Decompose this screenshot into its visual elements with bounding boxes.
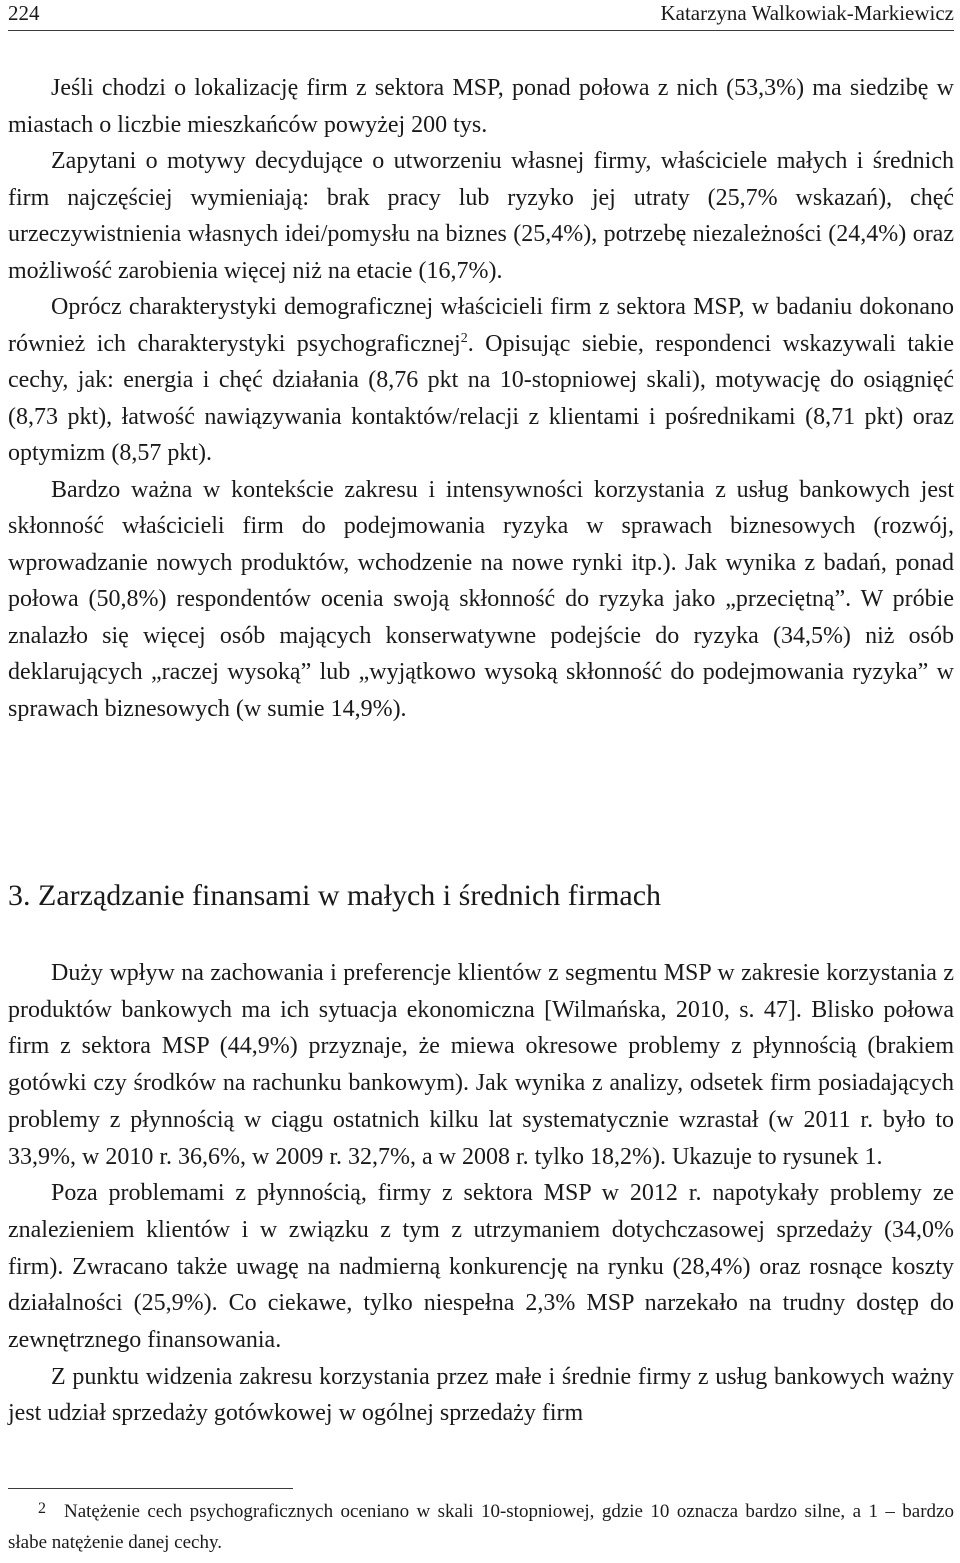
paragraph-motives: Zapytani o motywy decydujące o utworzeniu własnej firmy, właściciele małych i średnich firm najczęściej wymieniają: brak pracy lub ryzyko jej utraty (25,7% wskazań), chęć urzeczywistnienia własnych idei/pomysłu na biznes (25,4%), potrzebę niezależności (24,4%) oraz możliwość zarobienia więcej niż na etacie (16,7%). <box>8 148 954 284</box>
main-text <box>8 70 954 727</box>
paragraph-location: Jeśli chodzi o lokalizację firm z sektora MSP, ponad połowa z nich (53,3%) ma siedzibę w miastach o liczbie mieszkańców powyżej 200 tys. <box>8 75 954 138</box>
paragraph-liquidity: Duży wpływ na zachowania i preferencje klientów z segmentu MSP w zakresie korzystania z produktów bankowych ma ich sytuacja ekonomiczna [Wilmańska, 2010, s. 47]. Blisko połowa firm z sektora MSP (44,9%) przyznaje, że miewa okresowe problemy z płynnością (brakiem gotówki czy środków na rachunku bankowym). Jak wynika z analizy, odsetek firm posiadających problemy z płynnością w ciągu ostatnich kilku lat systematycznie wzrastał (w 2011 r. było to 33,9%, w 2010 r. 36,6%, w 2009 r. 32,7%, a w 2008 r. tylko 18,2%). Ukazuje to rysunek 1. <box>8 960 954 1170</box>
paragraph-problems: Poza problemami z płynnością, firmy z sektora MSP w 2012 r. napotykały problemy ze znalezieniem klientów i w związku z tym z utrzymaniem dotychczasowej sprzedaży (34,0% firm). Zwracano także uwagę na nadmierną konkurencję na rynku (28,4%) oraz rosnące koszty działalności (25,9%). Co ciekawe, tylko niespełna 2,3% MSP narzekało na trudny dostęp do zewnętrznego finansowania. <box>8 1180 954 1354</box>
running-head <box>8 2 954 31</box>
running-head-author: Katarzyna Walkowiak-Markiewicz <box>660 1 954 25</box>
book-page <box>8 0 954 1563</box>
section-heading: 3. Zarządzanie finansami w małych i średnich firmach <box>8 879 662 912</box>
footnote <box>8 1497 954 1558</box>
paragraph-psychographic <box>8 289 954 472</box>
footnote-text: Natężenie cech psychograficznych oceniano w skali 10-stopniowej, gdzie 10 oznacza bardzo silne, a 1 – bardzo słabe natężenie danej cechy. <box>8 1501 954 1553</box>
footnote-reference[interactable]: 2 <box>460 330 468 346</box>
paragraph-text: Oprócz charakterystyki demograficznej właścicieli firm z sektora MSP, w badaniu dokonano również ich charakterystyki psychograficznej <box>8 294 954 357</box>
page-number: 224 <box>8 1 40 25</box>
paragraph-risk: Bardzo ważna w kontekście zakresu i intensywności korzystania z usług bankowych jest skłonność właścicieli firm do podejmowania ryzyka w sprawach biznesowych (rozwój, wprowadzanie nowych produktów, wchodzenie na nowe rynki itp.). Jak wynika z badań, ponad połowa (50,8%) respondentów ocenia swoją skłonność do ryzyka jako „przeciętną”. W próbie znalazło się więcej osób mających konserwatywne podejście do ryzyka (34,5%) niż osób deklarujących „raczej wysoką” lub „wyjątkowo wysoką skłonność do podejmowania ryzyka” w sprawach biznesowych (w sumie 14,9%). <box>8 476 954 722</box>
footnote-separator <box>8 1488 293 1489</box>
paragraph-text: . Opisując siebie, respondenci wskazywali takie cechy, jak: energia i chęć działania (8,76 pkt na 10-stopniowej skali), motywację do osiągnięć (8,73 pkt), łatwość nawiązywania kontaktów/relacji z klientami i pośrednikami (8,71 pkt) oraz optymizm (8,57 pkt). <box>8 330 955 466</box>
paragraph-cash-sales: Z punktu widzenia zakresu korzystania przez małe i średnie firmy z usług bankowych ważny jest udział sprzedaży gotówkowej w ogólnej sprzedaży firm <box>8 1363 954 1427</box>
section-text <box>8 955 954 1432</box>
footnote-number: 2 <box>38 1500 46 1517</box>
